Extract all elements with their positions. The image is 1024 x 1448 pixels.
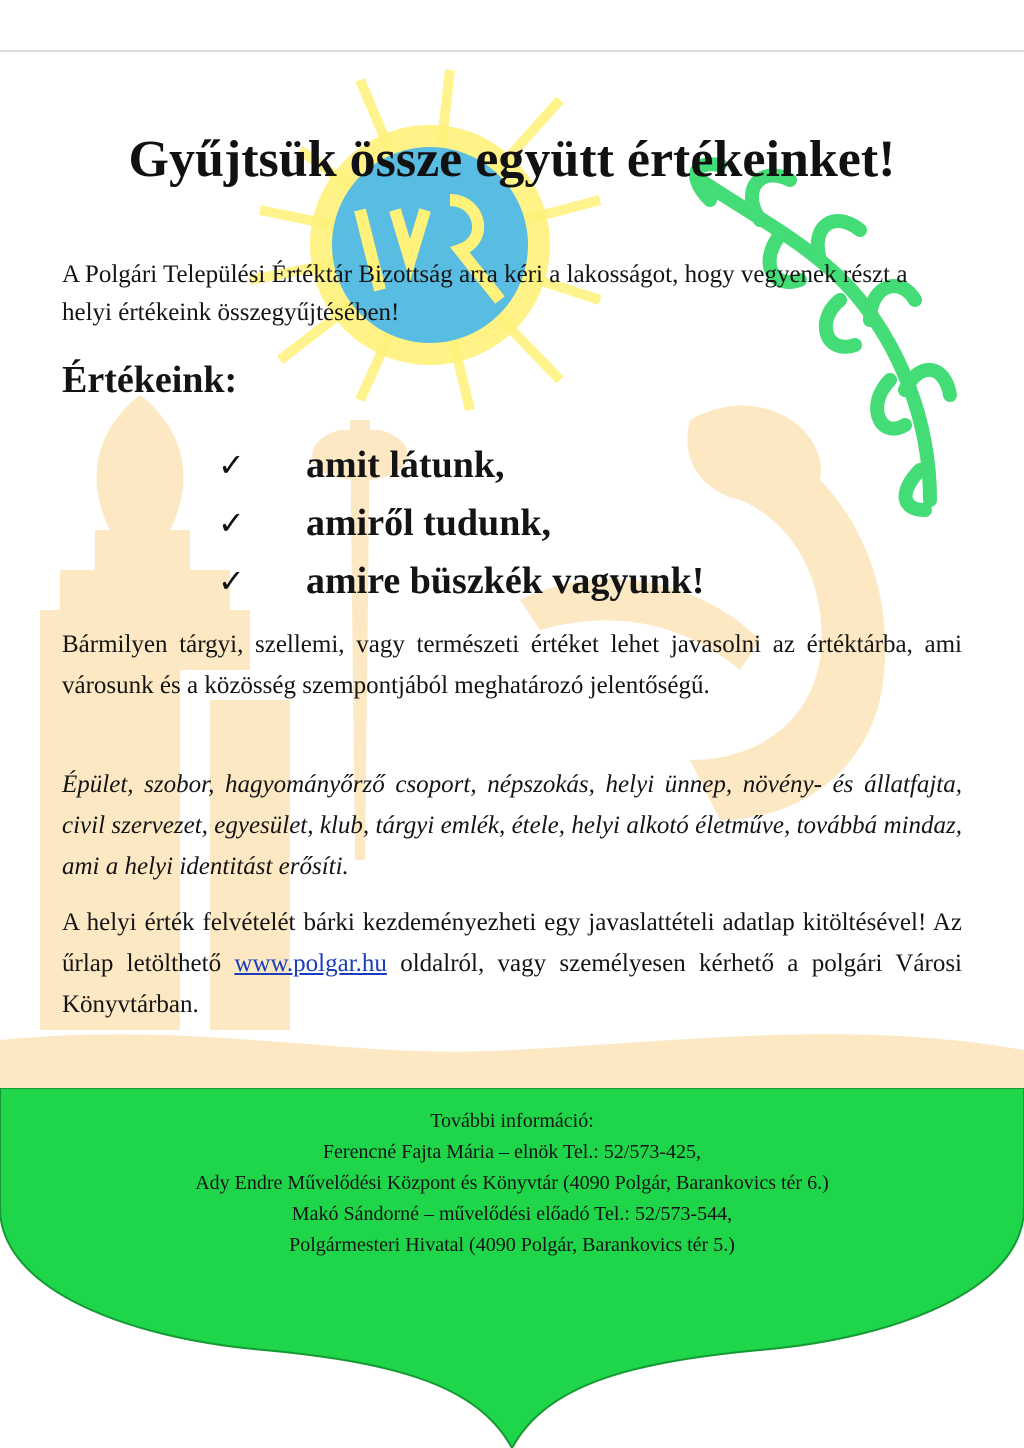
paragraph-suggestions: Bármilyen tárgyi, szellemi, vagy természeti értéket lehet javasolni az értéktárba, ami városunk és a közösség szempontjából meghatározó jelentőségű. bbox=[62, 631, 962, 699]
paragraph-form bbox=[62, 902, 962, 1025]
checkmark-icon: ✓ bbox=[218, 562, 245, 600]
intro-paragraph: A Polgári Települési Értéktár Bizottság arra kéri a lakosságot, hogy vegyenek részt a helyi értékeink összegyűjtésében! bbox=[62, 261, 908, 326]
footer-line: Ady Endre Művelődési Központ és Könyvtár (4090 Polgár, Barankovics tér 6.) bbox=[195, 1172, 829, 1194]
values-heading: Értékeink: bbox=[62, 359, 238, 401]
value-text: amiről tudunk, bbox=[306, 502, 551, 544]
footer-contact-info bbox=[0, 1106, 1024, 1261]
values-list bbox=[218, 436, 704, 610]
checkmark-icon: ✓ bbox=[218, 504, 245, 542]
footer-line: További információ: bbox=[430, 1110, 594, 1132]
list-item bbox=[218, 552, 704, 610]
page-title: Gyűjtsük össze együtt értékeinket! bbox=[128, 131, 896, 188]
footer-line: Ferencné Fajta Mária – elnök Tel.: 52/573-425, bbox=[322, 1141, 702, 1163]
value-text: amire büszkék vagyunk! bbox=[306, 560, 705, 602]
footer-line: Polgármesteri Hivatal (4090 Polgár, Barankovics tér 5.) bbox=[289, 1234, 735, 1256]
paragraph-form-text-end: oldalról, vagy személyesen kérhető a polgári Városi Könyvtárban. bbox=[62, 950, 962, 1018]
checkmark-icon: ✓ bbox=[218, 446, 245, 484]
footer-line: Makó Sándorné – művelődési előadó Tel.: 52/573-544, bbox=[291, 1203, 733, 1225]
list-item bbox=[218, 494, 704, 552]
value-text: amit látunk, bbox=[306, 444, 505, 486]
list-item bbox=[218, 436, 704, 494]
paragraph-form-text-start: A helyi érték felvételét bárki kezdeményezheti egy javaslattételi adatlap kitöltésével! Az űrlap letölthető bbox=[62, 909, 962, 977]
website-link[interactable]: www.polgar.hu bbox=[234, 950, 387, 977]
paragraph-examples: Épület, szobor, hagyományőrző csoport, népszokás, helyi ünnep, növény- és állatfajta, civil szervezet, egyesület, klub, tárgyi emlék, étele, helyi alkotó életműve, továbbá mindaz, ami a helyi identitást erősíti. bbox=[62, 771, 962, 880]
